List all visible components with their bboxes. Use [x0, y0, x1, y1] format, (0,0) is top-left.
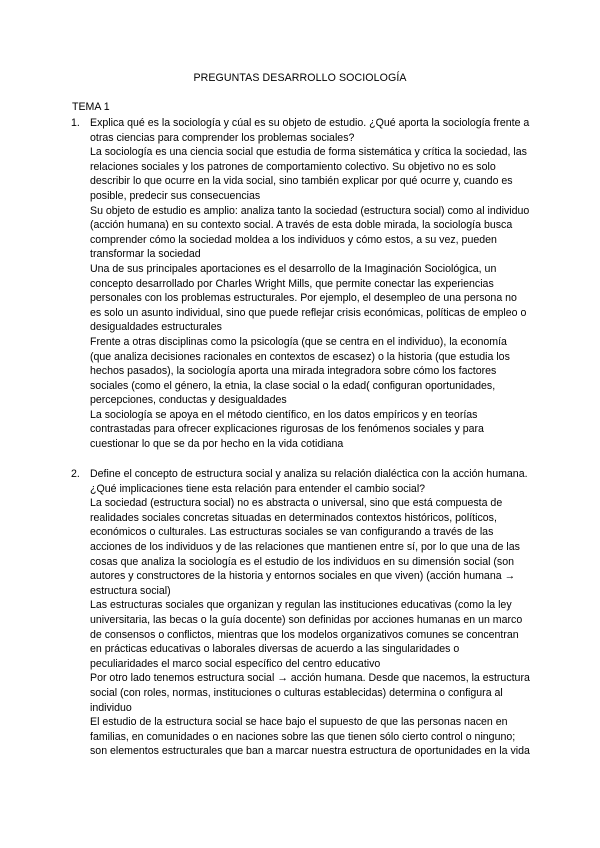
answer-paragraph: La sociología es una ciencia social que estudia de forma sistemática y crítica la sociedad, las relaciones sociales y los patrones de comportamiento colectivo. Su objetivo no es solo describir lo que ocurre en la vida social, sino también explicar por qué ocurre y, cuando es posible, predecir sus consecuencias [90, 146, 527, 202]
answer-paragraph: Una de sus principales aportaciones es el desarrollo de la Imaginación Sociológica, un concepto desarrollado por Charles Wright Mills, que permite conectar las experiencias personales con los problemas estructurales. Por ejemplo, el desempleo de una persona no es solo un asunto individual, sino que puede reflejar crisis económicas, políticas de empleo o desigualdades estructurales [90, 262, 527, 334]
question-number: 2. [71, 468, 80, 480]
answer-paragraph: El estudio de la estructura social se hace bajo el supuesto de que las personas nacen en familias, en comunidades o en naciones sobre las que tienen sólo cierto control o ninguno; son elementos estructurales que ban a marcar nuestra estructura de oportunidades en la vida [90, 716, 530, 758]
document-title: PREGUNTAS DESARROLLO SOCIOLOGÍA [193, 72, 407, 84]
answer-paragraph: La sociología se apoya en el método científico, en los datos empíricos y en teorías contrastadas para ofrecer explicaciones rigurosas de los fenómenos sociales y para cuestionar lo que se da por hecho en la vida cotidiana [90, 408, 484, 451]
answer-paragraph: Las estructuras sociales que organizan y regulan las instituciones educativas (como la ley universitaria, las becas o la guía docente) son definidas por acciones humanas en un marco de consensos o conflictos, mientras que los modelos organizativos comunes se concentran en prácticas educativas o laborales diversas de acuerdo a las singularidades o peculiaridades el marco social específico del centro educativo [90, 599, 523, 670]
answer-paragraph: La sociedad (estructura social) no es abstracta o universal, sino que está compuesta de realidades sociales concretas situadas en determinados contextos históricos, políticos, económicos o culturales. Las estructuras sociales se van configurando a través de las acciones de los individuos y de las relaciones que mantienen entre sí, por lo que una de las cosas que analiza la sociología es el estudio de los individuos en su dimensión social (son autores y constructores de la historia y entornos sociales en que viven) (acción humana → estructura social) [90, 497, 520, 597]
answer-paragraph: Frente a otras disciplinas como la psicología (que se centra en el individuo), la economía (que analiza decisiones racionales en contextos de escasez) o la historia (que estudia los hechos pasados), la sociología aporta una mirada integradora sobre cómo los factores sociales (como el género, la etnia, la clase social o la edad( configuran oportunidades, percepciones, conductas y desigualdades [90, 335, 510, 407]
question-text: Explica qué es la sociología y cúal es su objeto de estudio. ¿Qué aporta la sociología frente a otras ciencias para comprender los problemas sociales? [90, 117, 530, 144]
question-text: Define el concepto de estructura social y analiza su relación dialéctica con la acción humana. ¿Qué implicaciones tiene esta relación para entender el cambio social? [90, 468, 528, 495]
question-1 [71, 116, 530, 452]
answer-paragraph: Su objeto de estudio es amplio: analiza tanto la sociedad (estructura social) como al individuo (acción humana) en su contexto social. A través de esta doble mirada, la sociología busca comprender cómo la sociedad moldea a los individuos y cómo estos, a su vez, pueden transformar la sociedad [90, 204, 530, 261]
question-number: 1. [71, 117, 80, 129]
question-2 [71, 467, 530, 759]
answer-paragraph: Por otro lado tenemos estructura social → acción humana. Desde que nacemos, la estructura social (con roles, normas, instituciones o culturas establecidas) determina o configura al individuo [90, 672, 530, 714]
section-heading: TEMA 1 [72, 101, 110, 113]
